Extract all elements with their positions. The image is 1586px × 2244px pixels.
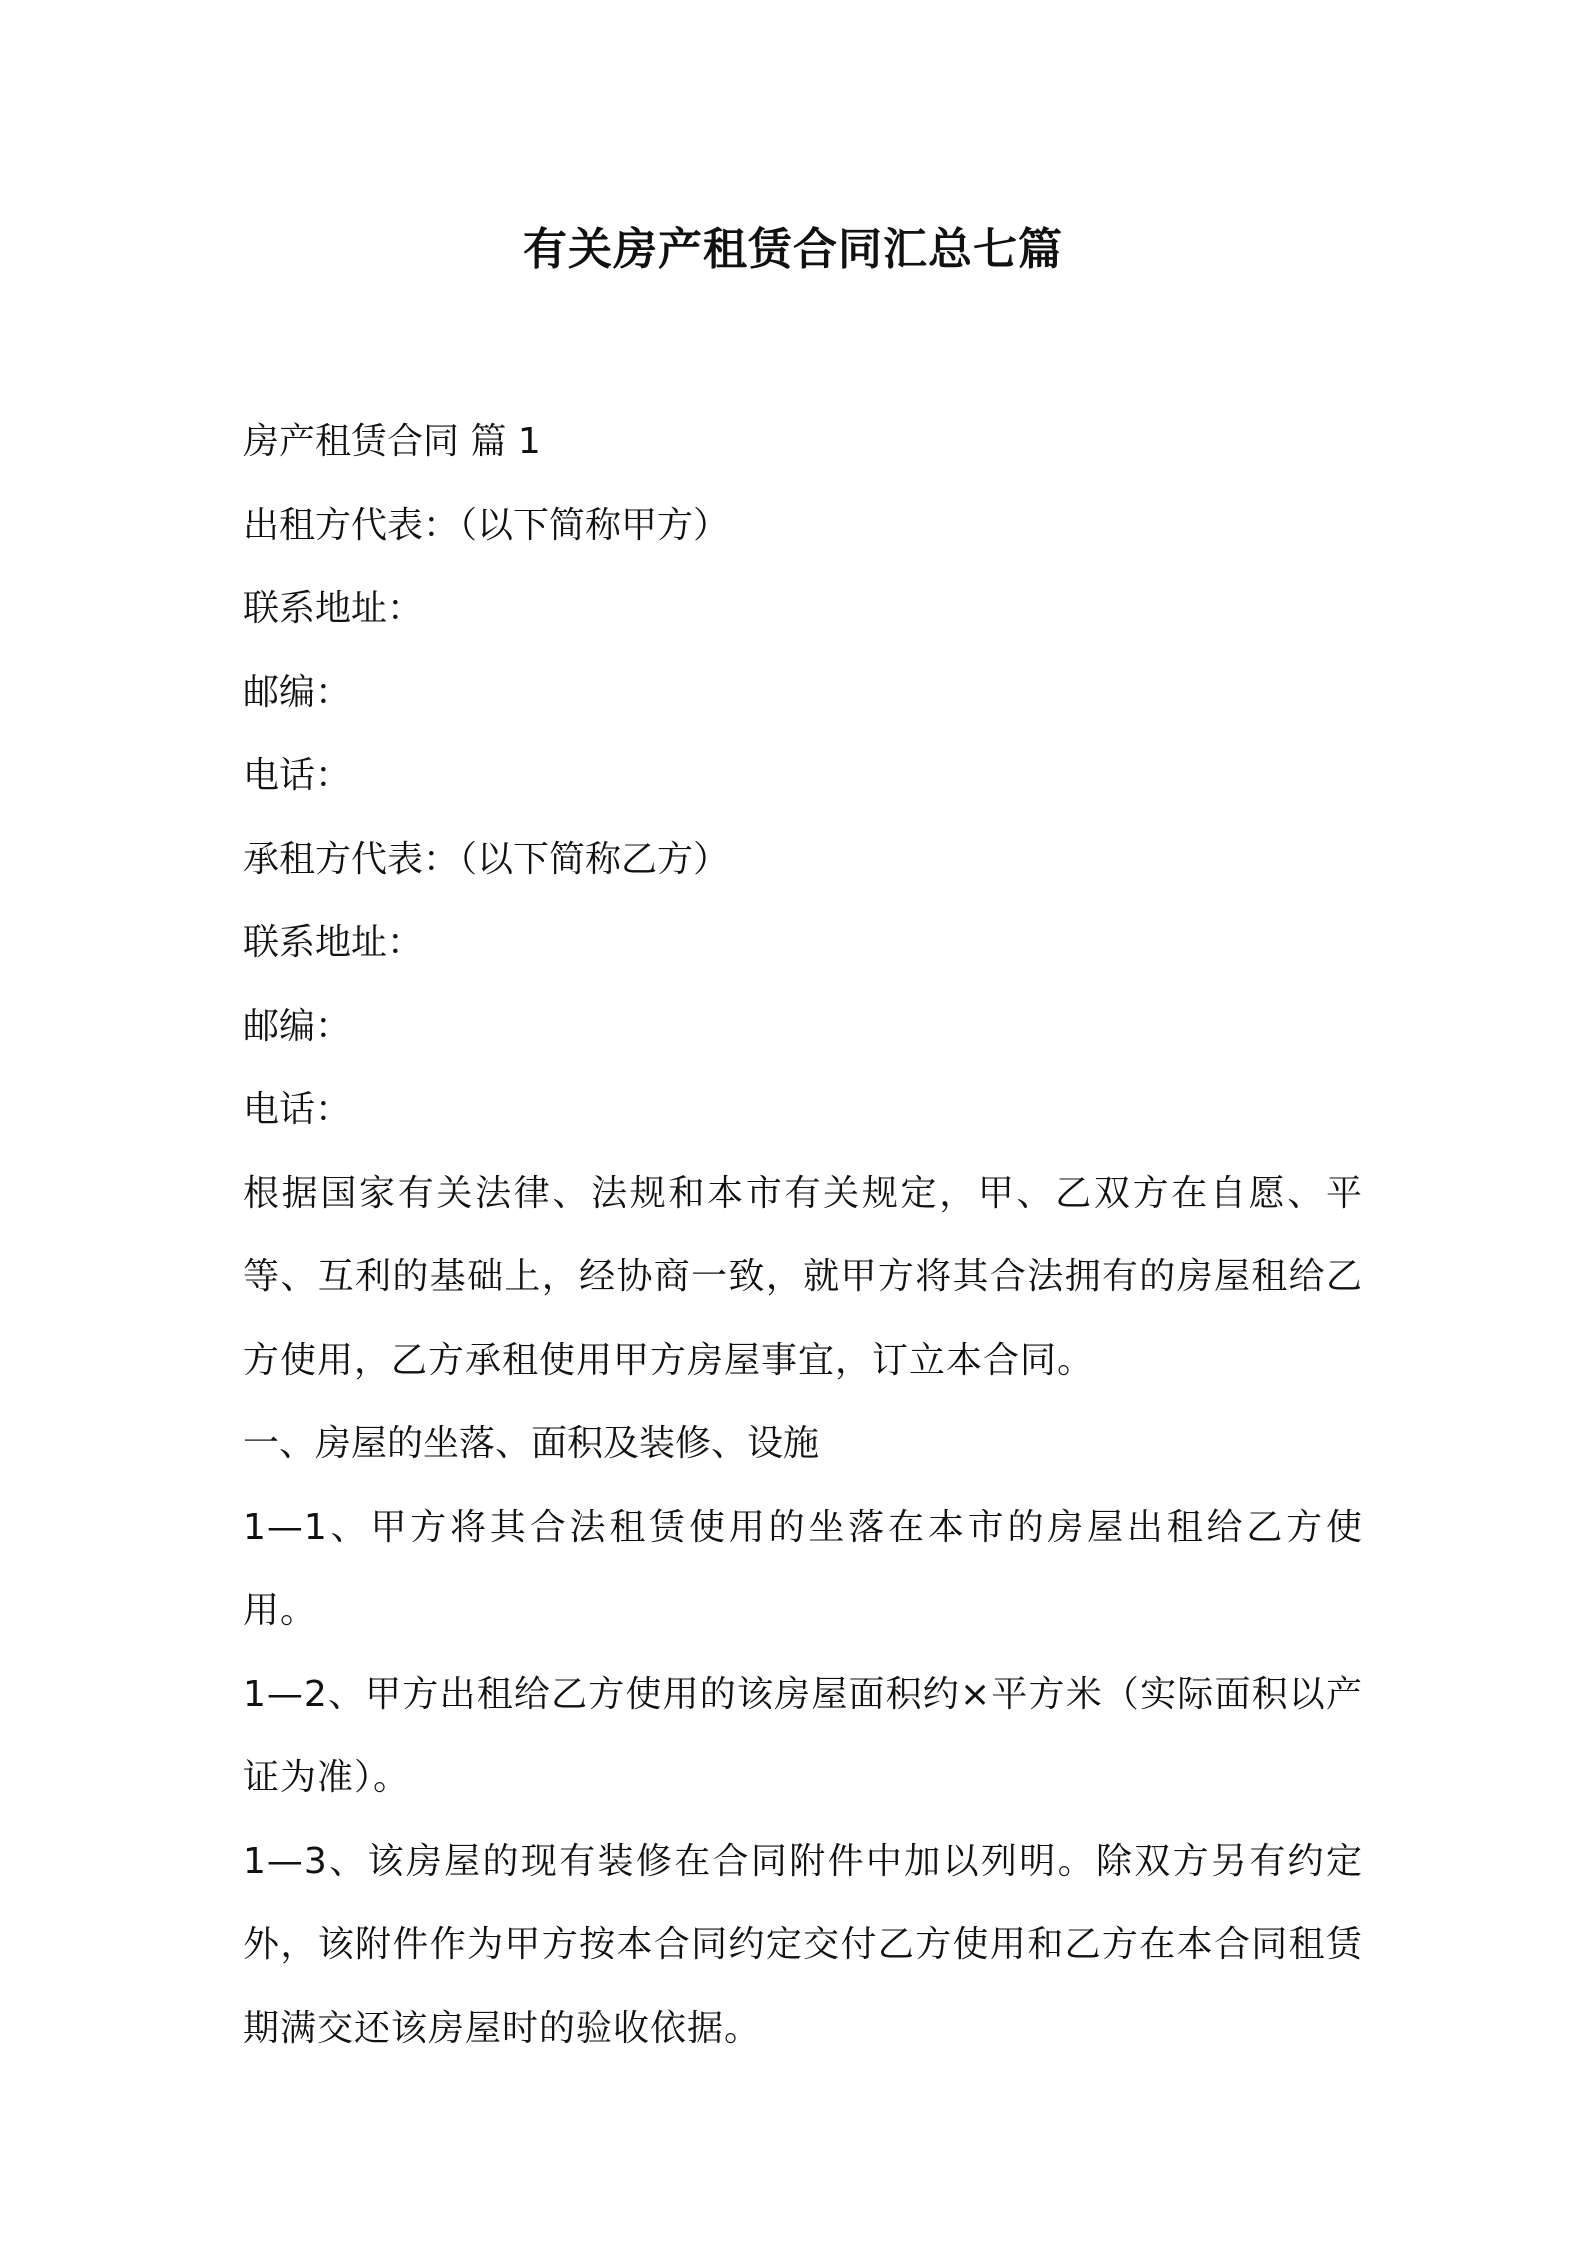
lessee-postcode-line: 邮编： [243,1005,352,1047]
lessor-representative-line: 出租方代表：（以下简称甲方） [243,504,730,546]
clause-1-1: 1—1、甲方将其合法租赁使用的坐落在本市的房屋出租给乙方使用。 [243,1506,1363,1631]
lessee-address-line: 联系地址： [243,922,424,963]
lessor-postcode-line: 邮编： [243,671,352,713]
contract-heading: 房产租赁合同 篇 1 [243,421,541,462]
intro-paragraph: 根据国家有关法律、法规和本市有关规定，甲、乙双方在自愿、平等、互利的基础上，经协商一致，就甲方将其合法拥有的房屋租给乙方使用，乙方承租使用甲方房屋事宜，订立本合同。 [243,1172,1363,1381]
clause-1-3: 1—3、该房屋的现有装修在合同附件中加以列明。除双方另有约定外，该附件作为甲方按本合同约定交付乙方使用和乙方在本合同租赁期满交还该房屋时的验收依据。 [243,1840,1363,2049]
lessee-representative-line: 承租方代表：（以下简称乙方） [243,838,730,880]
document-body [243,400,1363,2070]
lessor-address-line: 联系地址： [243,588,424,629]
clause-1-2: 1—2、甲方出租给乙方使用的该房屋面积约×平方米（实际面积以产证为准）。 [243,1673,1363,1798]
lessee-phone-line: 电话： [243,1089,352,1130]
section-1-heading: 一、房屋的坐落、面积及装修、设施 [243,1423,820,1464]
lessor-phone-line: 电话： [243,755,352,796]
document-title: 有关房产租赁合同汇总七篇 [523,224,1063,275]
